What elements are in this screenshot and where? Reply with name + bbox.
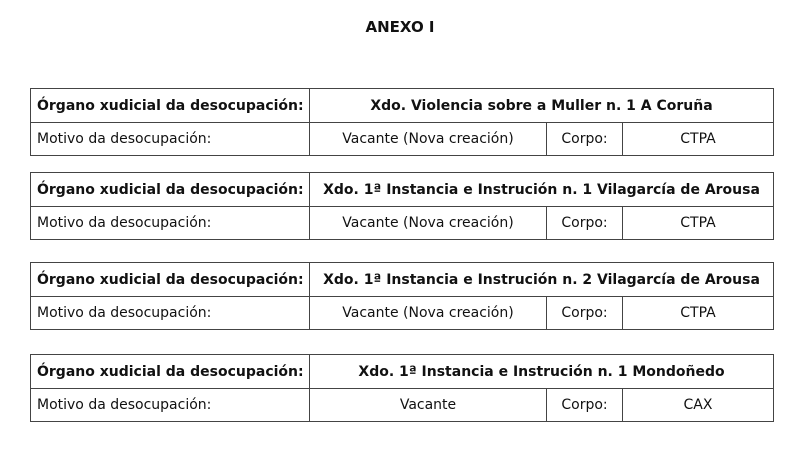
vacancy-table-1 [30, 88, 774, 156]
motivo-row [31, 207, 774, 240]
corpo-value: CAX [623, 389, 774, 422]
motivo-label: Motivo da desocupación: [31, 297, 310, 330]
organo-value: Xdo. 1ª Instancia e Instrución n. 1 Vilagarcía de Arousa [310, 173, 774, 207]
organo-row [31, 263, 774, 297]
organo-label: Órgano xudicial da desocupación: [31, 89, 310, 123]
organo-row [31, 355, 774, 389]
motivo-value: Vacante (Nova creación) [310, 123, 547, 156]
corpo-value: CTPA [623, 297, 774, 330]
corpo-value: CTPA [623, 207, 774, 240]
annex-title: ANEXO I [365, 18, 435, 36]
organo-label: Órgano xudicial da desocupación: [31, 355, 310, 389]
corpo-label: Corpo: [547, 389, 623, 422]
vacancy-table-2 [30, 172, 774, 240]
organo-value: Xdo. 1ª Instancia e Instrución n. 1 Mondoñedo [310, 355, 774, 389]
organo-value: Xdo. Violencia sobre a Muller n. 1 A Coruña [310, 89, 774, 123]
organo-row [31, 173, 774, 207]
organo-label: Órgano xudicial da desocupación: [31, 173, 310, 207]
organo-label: Órgano xudicial da desocupación: [31, 263, 310, 297]
vacancy-table-3 [30, 262, 774, 330]
organo-row [31, 89, 774, 123]
motivo-value: Vacante (Nova creación) [310, 207, 547, 240]
vacancy-table-4 [30, 354, 774, 422]
motivo-label: Motivo da desocupación: [31, 207, 310, 240]
corpo-value: CTPA [623, 123, 774, 156]
corpo-label: Corpo: [547, 207, 623, 240]
motivo-value: Vacante (Nova creación) [310, 297, 547, 330]
motivo-label: Motivo da desocupación: [31, 123, 310, 156]
motivo-row [31, 297, 774, 330]
organo-value: Xdo. 1ª Instancia e Instrución n. 2 Vilagarcía de Arousa [310, 263, 774, 297]
corpo-label: Corpo: [547, 297, 623, 330]
corpo-label: Corpo: [547, 123, 623, 156]
motivo-value: Vacante [310, 389, 547, 422]
motivo-label: Motivo da desocupación: [31, 389, 310, 422]
motivo-row [31, 389, 774, 422]
motivo-row [31, 123, 774, 156]
